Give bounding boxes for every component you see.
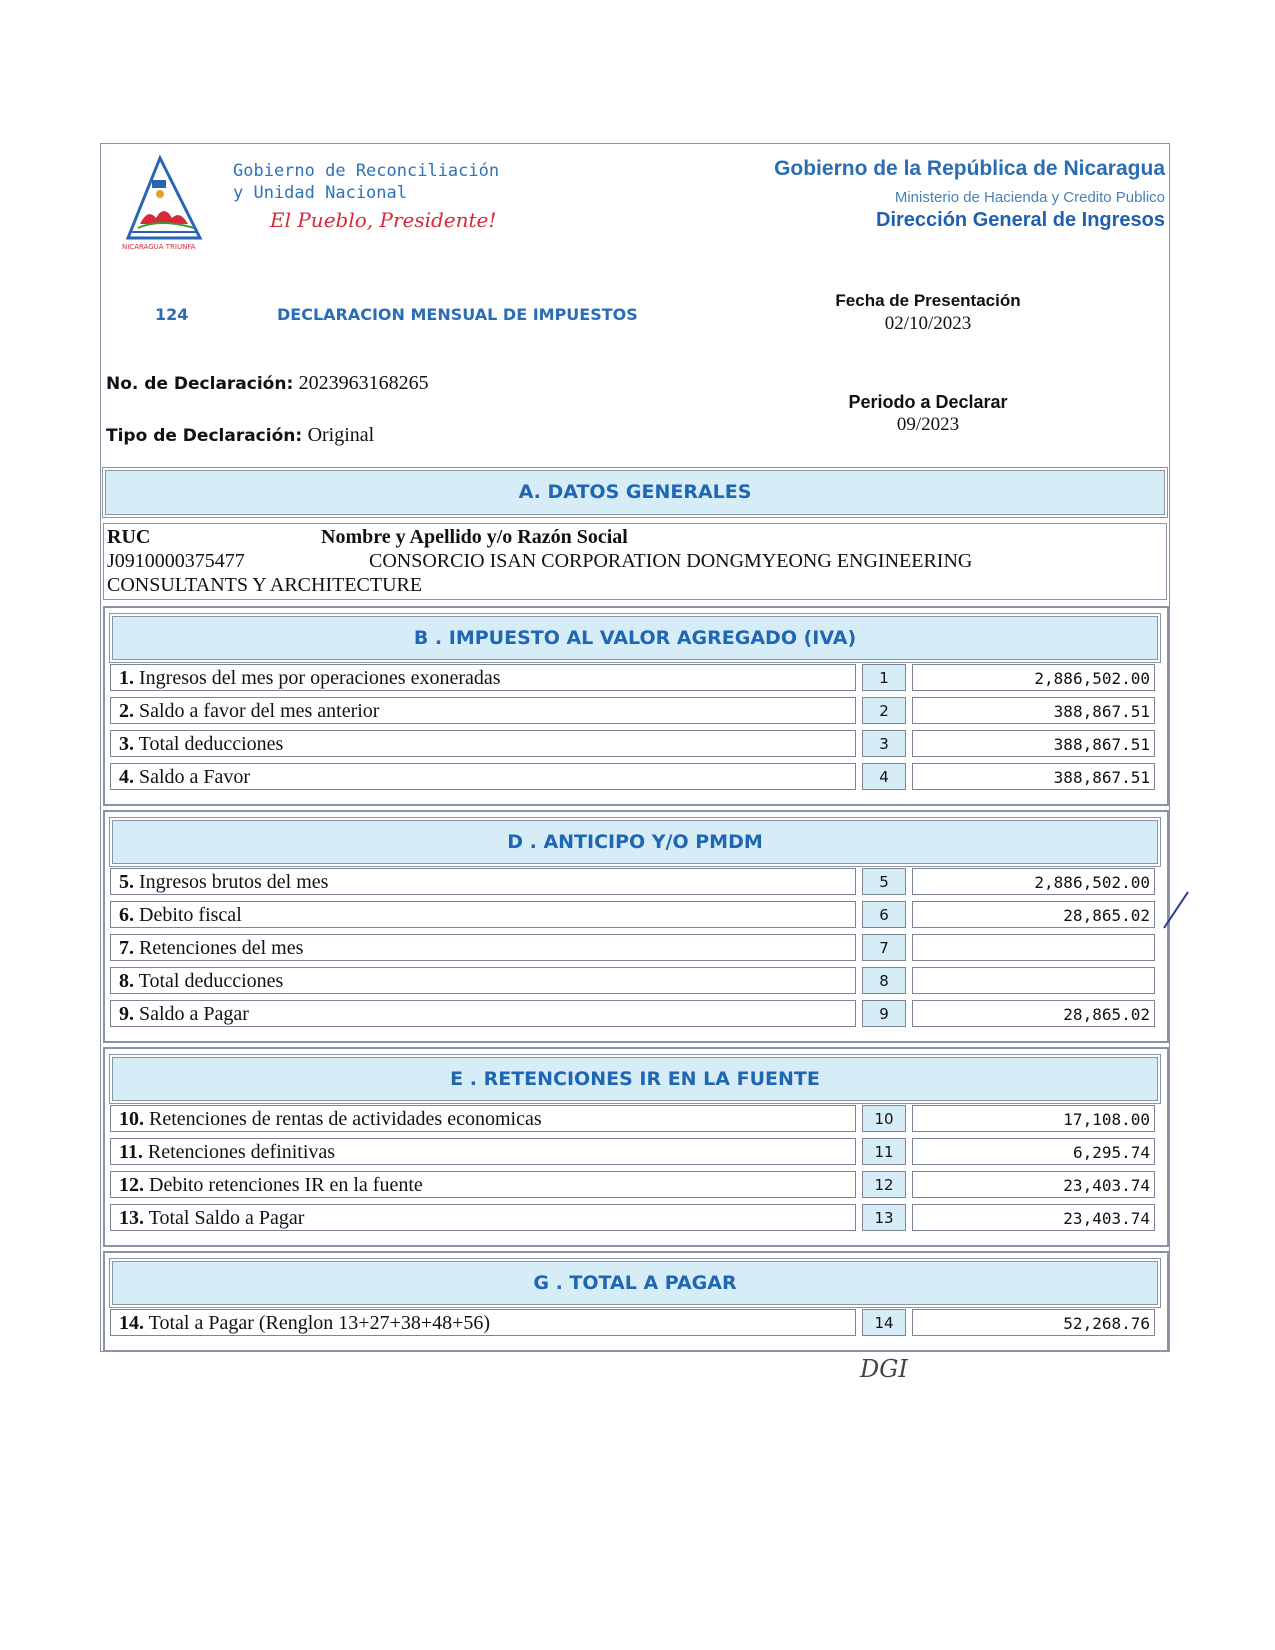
- pen-check-mark-icon: [1162, 888, 1192, 930]
- row-label-text: Saldo a Favor: [139, 766, 251, 788]
- row-code: 12: [862, 1171, 906, 1198]
- row-number: 6.: [119, 904, 134, 926]
- row-label-text: Debito fiscal: [139, 904, 242, 926]
- gov-right-line1: Gobierno de la República de Nicaragua: [774, 157, 1165, 180]
- section-a-title: A. DATOS GENERALES: [105, 470, 1165, 515]
- row-number: 4.: [119, 766, 134, 788]
- tipo-declaracion: [106, 424, 374, 447]
- gov-left-line1: Gobierno de Reconciliación: [233, 161, 500, 181]
- table-row: [110, 1138, 1155, 1167]
- table-row: [110, 1000, 1155, 1029]
- table-row: [110, 967, 1155, 996]
- table-row: [110, 868, 1155, 897]
- periodo-label: Periodo a Declarar: [848, 392, 1008, 412]
- row-code: 10: [862, 1105, 906, 1132]
- fecha-value: 02/10/2023: [884, 313, 972, 334]
- table-row: [110, 1105, 1155, 1134]
- row-label-text: Total a Pagar (Renglon 13+27+38+48+56): [148, 1312, 491, 1334]
- row-code: 14: [862, 1309, 906, 1336]
- row-label-text: Ingresos del mes por operaciones exoneradas: [139, 667, 501, 689]
- row-label-text: Ingresos brutos del mes: [139, 871, 329, 893]
- no-declaracion-value: 2023963168265: [298, 372, 429, 394]
- row-code: 6: [862, 901, 906, 928]
- row-code: 3: [862, 730, 906, 757]
- row-value: 6,295.74: [912, 1138, 1155, 1165]
- datos-generales-box: [103, 523, 1167, 600]
- nicaragua-triangle-logo-icon: [118, 152, 218, 252]
- row-value: [912, 967, 1155, 994]
- row-code: 4: [862, 763, 906, 790]
- row-label-text: Retenciones definitivas: [147, 1141, 336, 1163]
- row-value: 388,867.51: [912, 697, 1155, 724]
- table-row: [110, 1171, 1155, 1200]
- row-label: [110, 1000, 856, 1027]
- row-label: [110, 967, 856, 994]
- fecha-label: Fecha de Presentación: [835, 291, 1021, 310]
- row-label: [110, 730, 856, 757]
- row-label: [110, 664, 856, 691]
- row-label-text: Saldo a favor del mes anterior: [139, 700, 380, 722]
- row-number: 11.: [119, 1141, 143, 1163]
- row-label: [110, 763, 856, 790]
- row-label: [110, 1105, 856, 1132]
- row-label-text: Retenciones del mes: [139, 937, 304, 959]
- row-label: [110, 1138, 856, 1165]
- row-label-text: Saldo a Pagar: [139, 1003, 249, 1025]
- handwritten-annotation: DGI: [860, 1355, 908, 1383]
- form-title: DECLARACION MENSUAL DE IMPUESTOS: [277, 305, 638, 324]
- svg-text:NICARAGUA TRIUNFA: NICARAGUA TRIUNFA: [122, 243, 196, 251]
- row-number: 14.: [119, 1312, 144, 1334]
- row-label: [110, 868, 856, 895]
- form-number: 124: [155, 305, 189, 324]
- row-value: [912, 934, 1155, 961]
- row-number: 1.: [119, 667, 134, 689]
- gov-right-line2: Ministerio de Hacienda y Credito Publico: [894, 189, 1165, 206]
- nombre-label: Nombre y Apellido y/o Razón Social: [321, 526, 628, 548]
- row-label: [110, 1171, 856, 1198]
- row-label-text: Total deducciones: [138, 733, 284, 755]
- row-number: 7.: [119, 937, 134, 959]
- row-number: 13.: [119, 1207, 144, 1229]
- row-number: 10.: [119, 1108, 144, 1130]
- row-code: 8: [862, 967, 906, 994]
- periodo-value: 09/2023: [896, 414, 960, 435]
- row-value: 17,108.00: [912, 1105, 1155, 1132]
- row-label: [110, 697, 856, 724]
- row-code: 1: [862, 664, 906, 691]
- row-label: [110, 934, 856, 961]
- gov-right-line3: Dirección General de Ingresos: [876, 209, 1165, 231]
- row-value: 2,886,502.00: [912, 868, 1155, 895]
- gov-right-heading: [774, 157, 1165, 232]
- row-value: 28,865.02: [912, 1000, 1155, 1027]
- row-label-text: Debito retenciones IR en la fuente: [149, 1174, 423, 1196]
- row-number: 2.: [119, 700, 134, 722]
- row-label-text: Retenciones de rentas de actividades economicas: [149, 1108, 542, 1130]
- table-row: [110, 934, 1155, 963]
- row-number: 8.: [119, 970, 134, 992]
- no-declaracion-label: No. de Declaración:: [106, 374, 294, 394]
- row-code: 5: [862, 868, 906, 895]
- section-g-title: G . TOTAL A PAGAR: [112, 1261, 1158, 1305]
- table-row: [110, 697, 1155, 726]
- row-code: 7: [862, 934, 906, 961]
- row-value: 388,867.51: [912, 763, 1155, 790]
- section-e-title: E . RETENCIONES IR EN LA FUENTE: [112, 1057, 1158, 1101]
- gov-left-line2: y Unidad Nacional: [233, 183, 407, 203]
- row-code: 13: [862, 1204, 906, 1231]
- row-value: 23,403.74: [912, 1171, 1155, 1198]
- table-row: [110, 1204, 1155, 1233]
- ruc-label: RUC: [107, 526, 151, 548]
- row-number: 9.: [119, 1003, 134, 1025]
- row-code: 2: [862, 697, 906, 724]
- table-row: [110, 730, 1155, 759]
- gov-left-heading: [233, 160, 499, 204]
- table-row: [110, 763, 1155, 792]
- row-number: 5.: [119, 871, 134, 893]
- row-number: 3.: [119, 733, 134, 755]
- ruc-value: J0910000375477: [107, 550, 245, 572]
- row-value: 23,403.74: [912, 1204, 1155, 1231]
- row-label-text: Total deducciones: [138, 970, 284, 992]
- table-row: [110, 901, 1155, 930]
- row-code: 11: [862, 1138, 906, 1165]
- row-value: 2,886,502.00: [912, 664, 1155, 691]
- nombre-value-line1: CONSORCIO ISAN CORPORATION DONGMYEONG ENGINEERING: [369, 550, 973, 572]
- slogan: El Pueblo, Presidente!: [270, 208, 497, 232]
- row-label-text: Total Saldo a Pagar: [148, 1207, 305, 1229]
- row-code: 9: [862, 1000, 906, 1027]
- tipo-declaracion-label: Tipo de Declaración:: [106, 426, 303, 446]
- table-row: [110, 664, 1155, 693]
- no-declaracion: [106, 372, 429, 395]
- row-number: 12.: [119, 1174, 144, 1196]
- row-label: [110, 1309, 856, 1336]
- row-value: 388,867.51: [912, 730, 1155, 757]
- row-value: 28,865.02: [912, 901, 1155, 928]
- section-b-title: B . IMPUESTO AL VALOR AGREGADO (IVA): [112, 616, 1158, 660]
- tipo-declaracion-value: Original: [307, 424, 375, 446]
- row-value: 52,268.76: [912, 1309, 1155, 1336]
- row-label: [110, 1204, 856, 1231]
- table-row: [110, 1309, 1155, 1338]
- section-d-title: D . ANTICIPO Y/O PMDM: [112, 820, 1158, 864]
- row-label: [110, 901, 856, 928]
- nombre-value-line2: CONSULTANTS Y ARCHITECTURE: [107, 574, 423, 596]
